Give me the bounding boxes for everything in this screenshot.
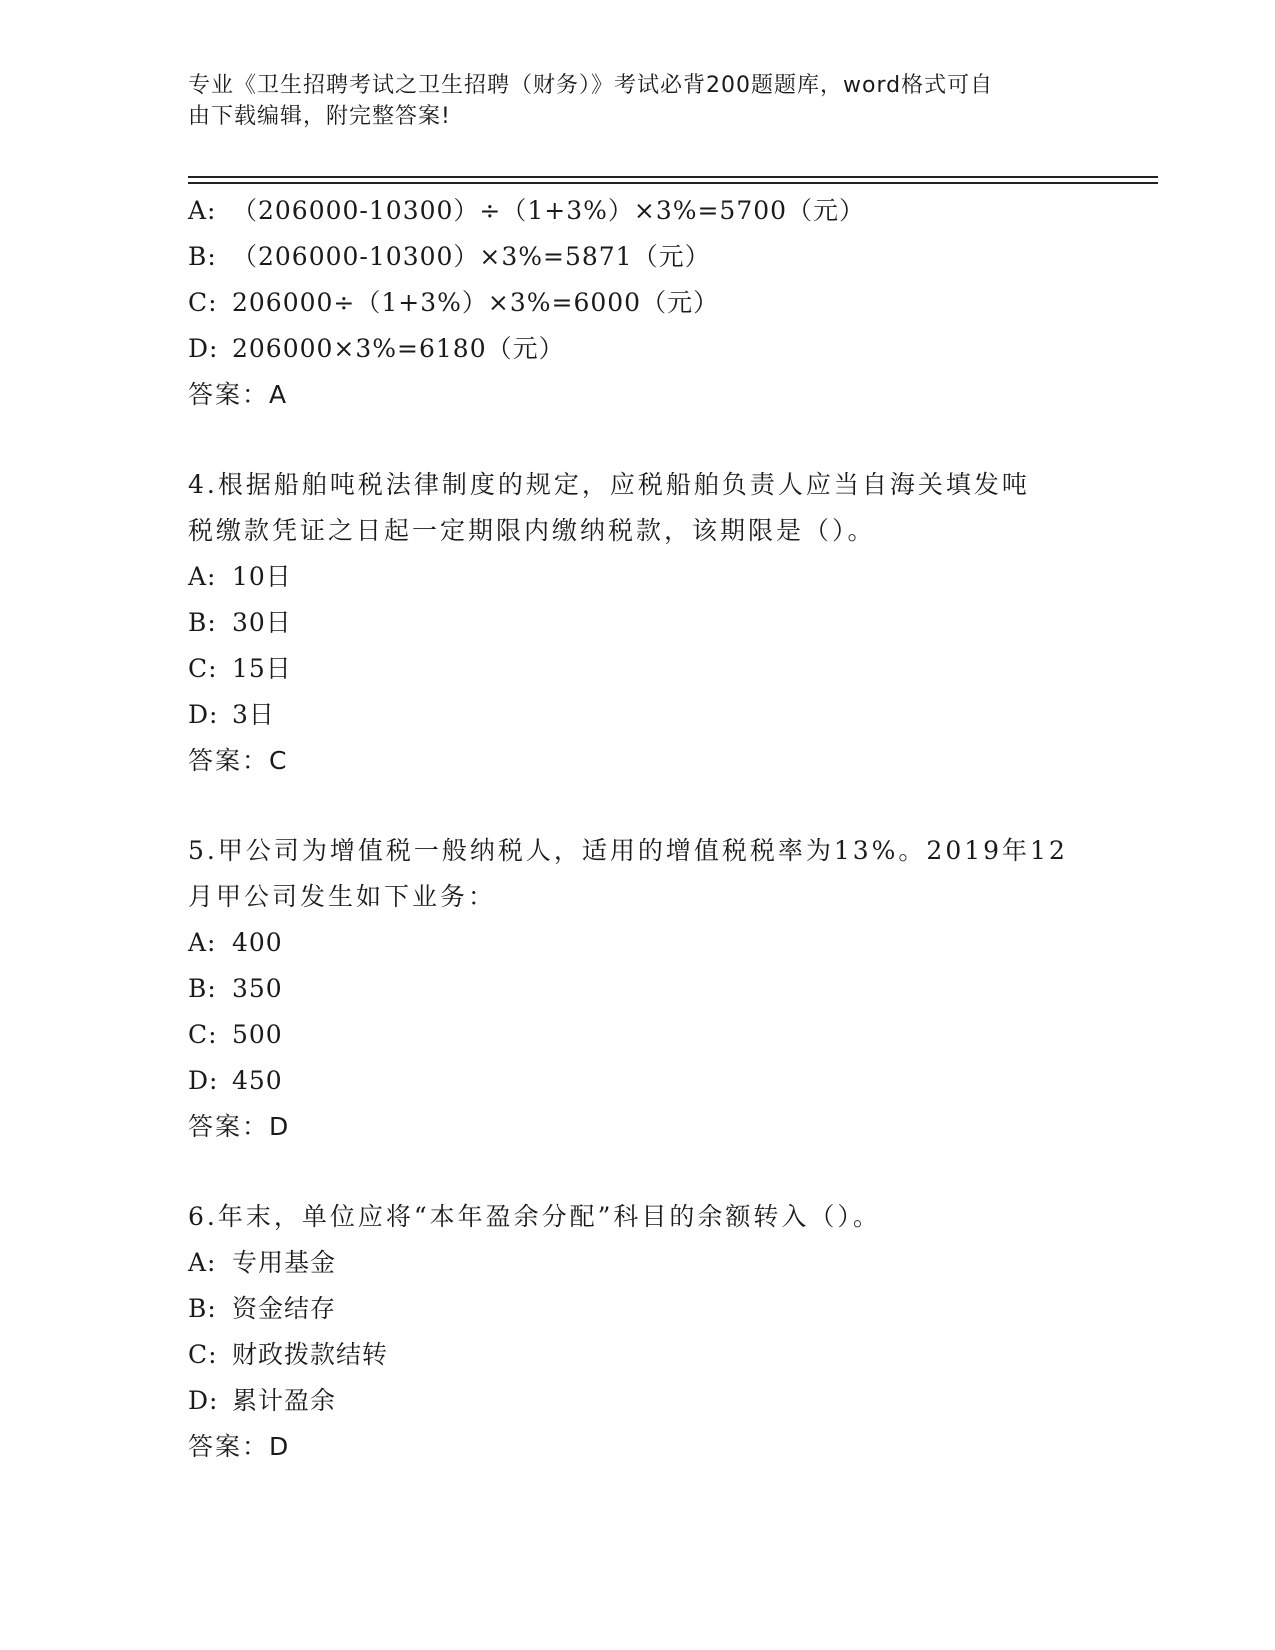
option-b	[188, 1286, 1148, 1332]
option-text: 350	[232, 974, 283, 1003]
option-c	[188, 1332, 1148, 1378]
option-label: B:	[188, 242, 217, 271]
question-stem	[188, 828, 1088, 920]
option-text: 10日	[232, 562, 292, 591]
answer-line: 答案：D	[188, 1112, 291, 1141]
option-label: A:	[188, 196, 217, 225]
option-label: B:	[188, 608, 217, 637]
question-stem-line: 月甲公司发生如下业务：	[188, 882, 497, 911]
option-b	[188, 966, 1148, 1012]
option-a	[188, 554, 1148, 600]
option-b	[188, 600, 1148, 646]
option-label: D:	[188, 334, 219, 363]
question-3	[188, 188, 1148, 418]
option-text: 专用基金	[232, 1248, 337, 1277]
question-6	[188, 1194, 1148, 1470]
question-list	[188, 188, 1148, 1470]
option-text: 3日	[232, 700, 275, 729]
option-b	[188, 234, 1148, 280]
option-text: 206000÷（1+3%）×3%=6000（元）	[232, 288, 720, 317]
option-text: 财政拨款结转	[232, 1340, 389, 1369]
question-stem-line: 6.年末，单位应将“本年盈余分配”科目的余额转入（）。	[188, 1202, 881, 1231]
question-stem-line: 4.根据船舶吨税法律制度的规定，应税船舶负责人应当自海关填发吨	[188, 470, 1030, 499]
option-text: 400	[232, 928, 283, 957]
question-4	[188, 462, 1148, 784]
option-c	[188, 646, 1148, 692]
option-a	[188, 188, 1148, 234]
option-label: B:	[188, 974, 217, 1003]
header-line-2: 由下载编辑，附完整答案!	[188, 104, 451, 129]
document-header	[188, 70, 1088, 132]
answer-line: 答案：D	[188, 1432, 291, 1461]
header-line-1: 专业《卫生招聘考试之卫生招聘（财务）》考试必背200题题库，word格式可自	[188, 73, 994, 98]
question-stem	[188, 1194, 1088, 1240]
option-label: C:	[188, 654, 218, 683]
option-d	[188, 692, 1148, 738]
option-label: D:	[188, 700, 219, 729]
option-text: 累计盈余	[232, 1386, 337, 1415]
option-text: 资金结存	[232, 1294, 337, 1323]
option-label: C:	[188, 288, 218, 317]
option-a	[188, 1240, 1148, 1286]
option-a	[188, 920, 1148, 966]
option-d	[188, 1378, 1148, 1424]
option-c	[188, 280, 1148, 326]
option-text: 500	[232, 1020, 283, 1049]
option-c	[188, 1012, 1148, 1058]
option-label: D:	[188, 1386, 219, 1415]
option-label: B:	[188, 1294, 217, 1323]
question-stem-line: 5.甲公司为增值税一般纳税人，适用的增值税税率为13%。2019年12	[188, 836, 1068, 865]
option-label: A:	[188, 1248, 217, 1277]
question-stem-line: 税缴款凭证之日起一定期限内缴纳税款，该期限是（）。	[188, 516, 876, 545]
question-stem	[188, 462, 1088, 554]
option-label: C:	[188, 1340, 218, 1369]
option-text: 450	[232, 1066, 283, 1095]
option-text: （206000-10300）×3%=5871（元）	[232, 242, 711, 271]
option-label: A:	[188, 928, 217, 957]
header-divider-top	[188, 176, 1158, 178]
answer-line: 答案：A	[188, 380, 289, 409]
option-label: D:	[188, 1066, 219, 1095]
option-d	[188, 326, 1148, 372]
option-text: 15日	[232, 654, 292, 683]
header-divider-bottom	[188, 182, 1158, 184]
option-d	[188, 1058, 1148, 1104]
option-text: （206000-10300）÷（1+3%）×3%=5700（元）	[232, 196, 866, 225]
answer-line: 答案：C	[188, 746, 289, 775]
option-text: 30日	[232, 608, 292, 637]
option-label: A:	[188, 562, 217, 591]
option-text: 206000×3%=6180（元）	[232, 334, 565, 363]
question-5	[188, 828, 1148, 1150]
option-label: C:	[188, 1020, 218, 1049]
